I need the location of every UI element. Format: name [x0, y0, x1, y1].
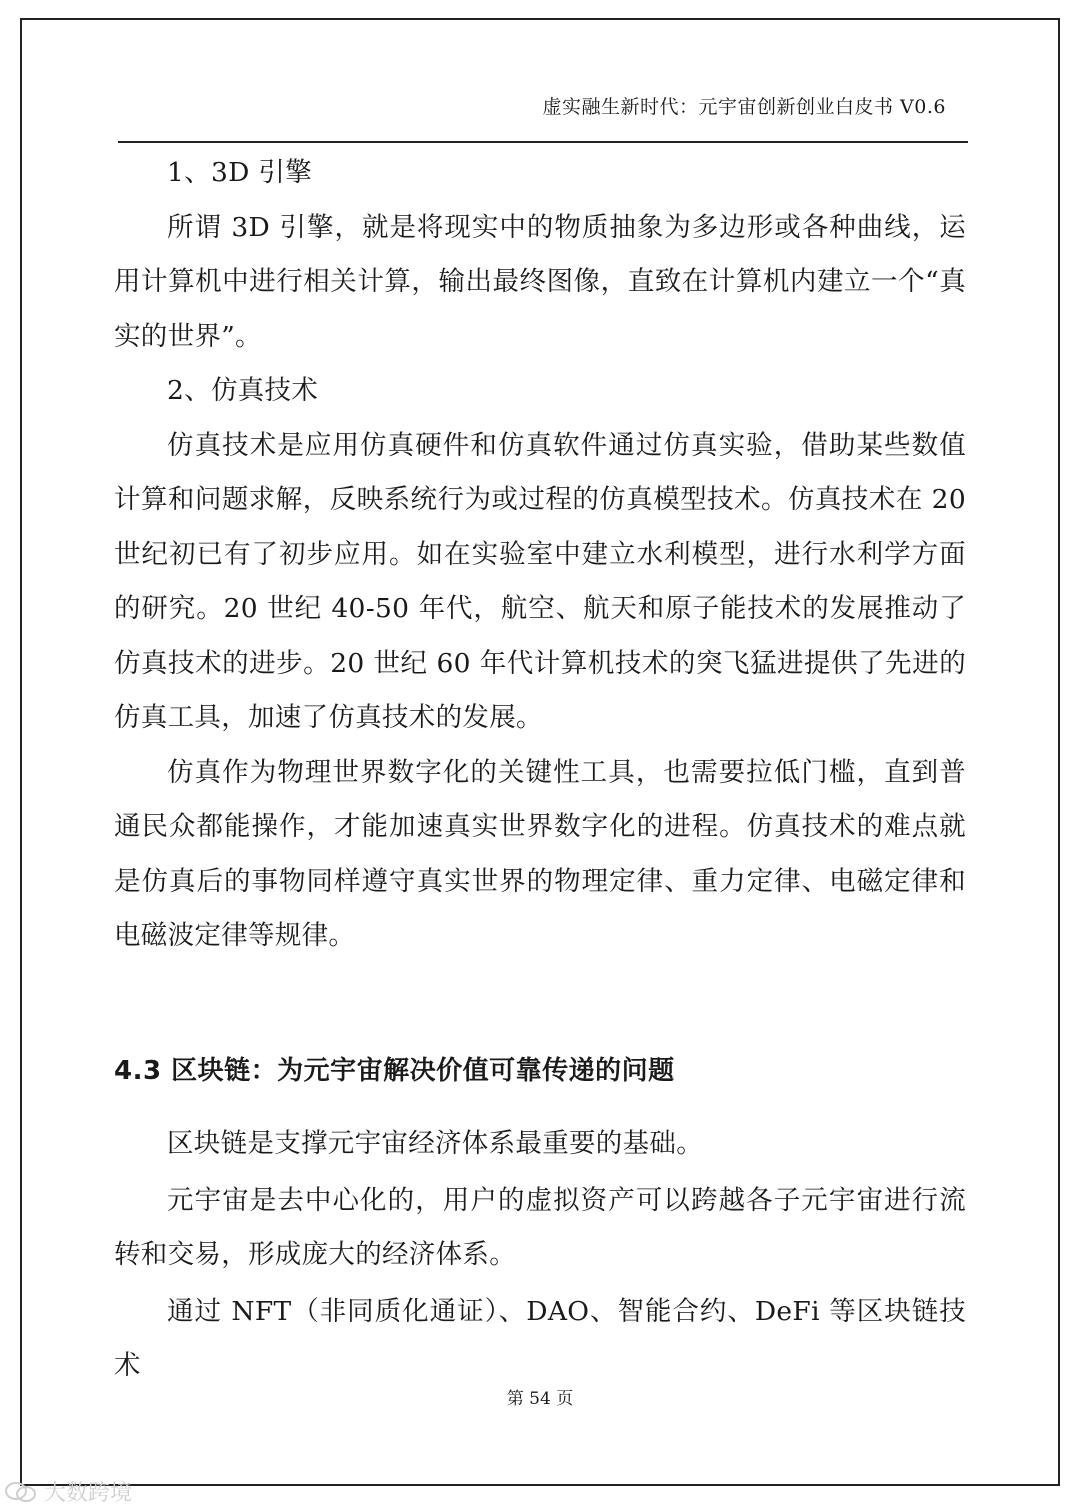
section-simulation [114, 364, 966, 964]
paragraph-blockchain-3: 通过 NFT（非同质化通证）、DAO、智能合约、DeFi 等区块链技术 [114, 1295, 966, 1381]
paragraph-3d-engine: 所谓 3D 引擎，就是将现实中的物质抽象为多边形或各种曲线，运用计算机中进行相关计算，输出最终图像，直致在计算机内建立一个“真实的世界”。 [114, 211, 966, 352]
paragraph-blockchain-2: 元宇宙是去中心化的，用户的虚拟资产可以跨越各子元宇宙进行流转和交易，形成庞大的经济体系。 [114, 1184, 966, 1270]
section-title-3d-engine: 1、3D 引擎 [167, 157, 312, 188]
header-rule [118, 141, 968, 143]
wechat-icon [4, 1481, 38, 1503]
section-title-simulation: 2、仿真技术 [167, 375, 319, 406]
section-heading-blockchain: 4.3 区块链：为元宇宙解决价值可靠传递的问题 [114, 1056, 675, 1086]
watermark [4, 1476, 132, 1507]
paragraph-blockchain-1: 区块链是支撑元宇宙经济体系最重要的基础。 [167, 1128, 703, 1159]
section-3d-engine [114, 146, 966, 364]
paragraph-simulation-2: 仿真作为物理世界数字化的关键性工具，也需要拉低门槛，直到普通民众都能操作，才能加速真实世界数字化的进程。仿真技术的难点就是仿真后的事物同样遵守真实世界的物理定律、重力定律、电磁定律和电磁波定律等规律。 [114, 756, 966, 951]
running-header: 虚实融生新时代：元宇宙创新创业白皮书 V0.6 [542, 96, 946, 118]
paragraph-simulation-1: 仿真技术是应用仿真硬件和仿真软件通过仿真实验，借助某些数值计算和问题求解，反映系统行为或过程的仿真模型技术。仿真技术在 20 世纪初已有了初步应用。如在实验室中建立水利模型，进行水利学方面的研究。20 世纪 40-50 年代，航空、航天和原子能技术的发展推动了仿真技术的进步。20 世纪 60 年代计算机技术的突飞猛进提供了先进的仿真工具，加速了仿真技术的发展。 [114, 429, 966, 733]
watermark-text: 大数跨境 [44, 1481, 133, 1506]
section-blockchain [114, 1117, 966, 1394]
page-number: 第 54 页 [506, 1389, 574, 1409]
